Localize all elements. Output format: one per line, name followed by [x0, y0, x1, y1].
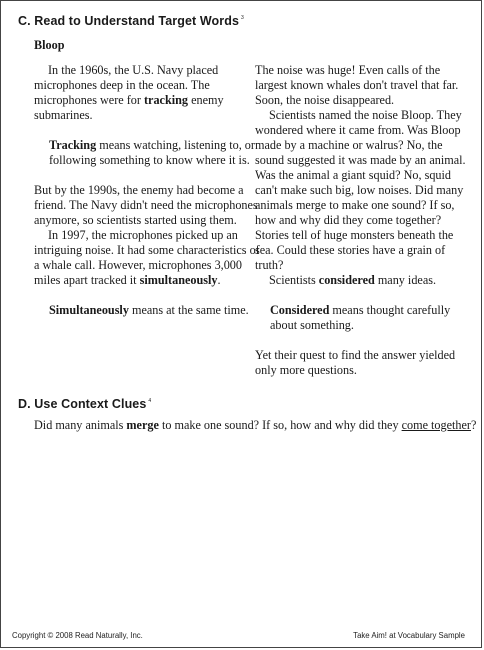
definition-tracking — [34, 138, 260, 168]
paragraph-text: Scientists — [269, 273, 319, 287]
underlined-phrase: come together — [401, 418, 471, 432]
definition-word: Tracking — [49, 138, 97, 152]
section-d-heading — [18, 397, 151, 411]
target-word-considered: considered — [318, 273, 375, 287]
definition-simultaneously — [34, 303, 260, 318]
question-text: Did many animals — [34, 418, 127, 432]
target-word-tracking: tracking — [144, 93, 189, 107]
definition-considered — [255, 303, 469, 333]
story-paragraph — [34, 63, 260, 123]
definition-word: Considered — [270, 303, 330, 317]
definition-text: means watching, listening to, or following something to know where it is. — [49, 138, 255, 167]
story-right-column — [255, 63, 469, 378]
paragraph-text: enemy submarines. — [34, 93, 224, 122]
definition-text: means at the same time. — [128, 303, 249, 317]
target-word-simultaneously: simultaneously — [139, 273, 218, 287]
section-d-heading-text: D. Use Context Clues — [18, 397, 147, 411]
section-d-note: 4 — [148, 398, 152, 404]
story-paragraph: Scientists named the noise Bloop. They wondered where it came from. Was Bloop made by a machine or walrus? No, the sound suggested it was made by an animal. Was the animal a giant squid? No, squid can't make such big, low noises. Did many animals merge to make one sound? If so, how and why did they come together? Stories tell of huge monsters beneath the sea. Could these stories have a grain of truth? — [255, 108, 466, 272]
paragraph-text: In 1997, the microphones picked up an intriguing noise. It had some characteristics of a whale call. However, microphones 3,000 miles apart tracked it — [34, 228, 260, 287]
footer-sample-title: Take Aim! at Vocabulary Sample — [353, 631, 465, 640]
definition-word: Simultaneously — [49, 303, 129, 317]
question-text: to make one sound? If so, how and why did they — [158, 418, 402, 432]
story-title: Bloop — [34, 38, 65, 52]
story-paragraph — [34, 228, 260, 288]
section-c-heading-text: C. Read to Understand Target Words — [18, 14, 240, 28]
definition-text: means thought carefully about something. — [270, 303, 451, 332]
story-paragraph — [255, 273, 469, 288]
footer-copyright: Copyright © 2008 Read Naturally, Inc. — [12, 631, 143, 640]
story-left-column — [34, 63, 260, 318]
paragraph-text: many ideas. — [374, 273, 437, 287]
question-text: ? — [470, 418, 477, 432]
context-question — [34, 418, 476, 433]
section-c-note: 3 — [241, 15, 244, 21]
target-word-merge: merge — [126, 418, 159, 432]
story-paragraph: The noise was huge! Even calls of the largest known whales don't travel that far. Soon, the noise disappeared. — [255, 63, 459, 107]
paragraph-text: In the 1960s, the U.S. Navy placed microphones deep in the ocean. The microphones were for — [34, 63, 219, 107]
story-paragraph: But by the 1990s, the enemy had become a friend. The Navy didn't need the microphones anymore, so scientists started using them. — [34, 183, 258, 227]
story-paragraph: Yet their quest to find the answer yielded only more questions. — [255, 348, 456, 377]
paragraph-text: . — [217, 273, 221, 287]
section-c-heading — [18, 14, 244, 28]
